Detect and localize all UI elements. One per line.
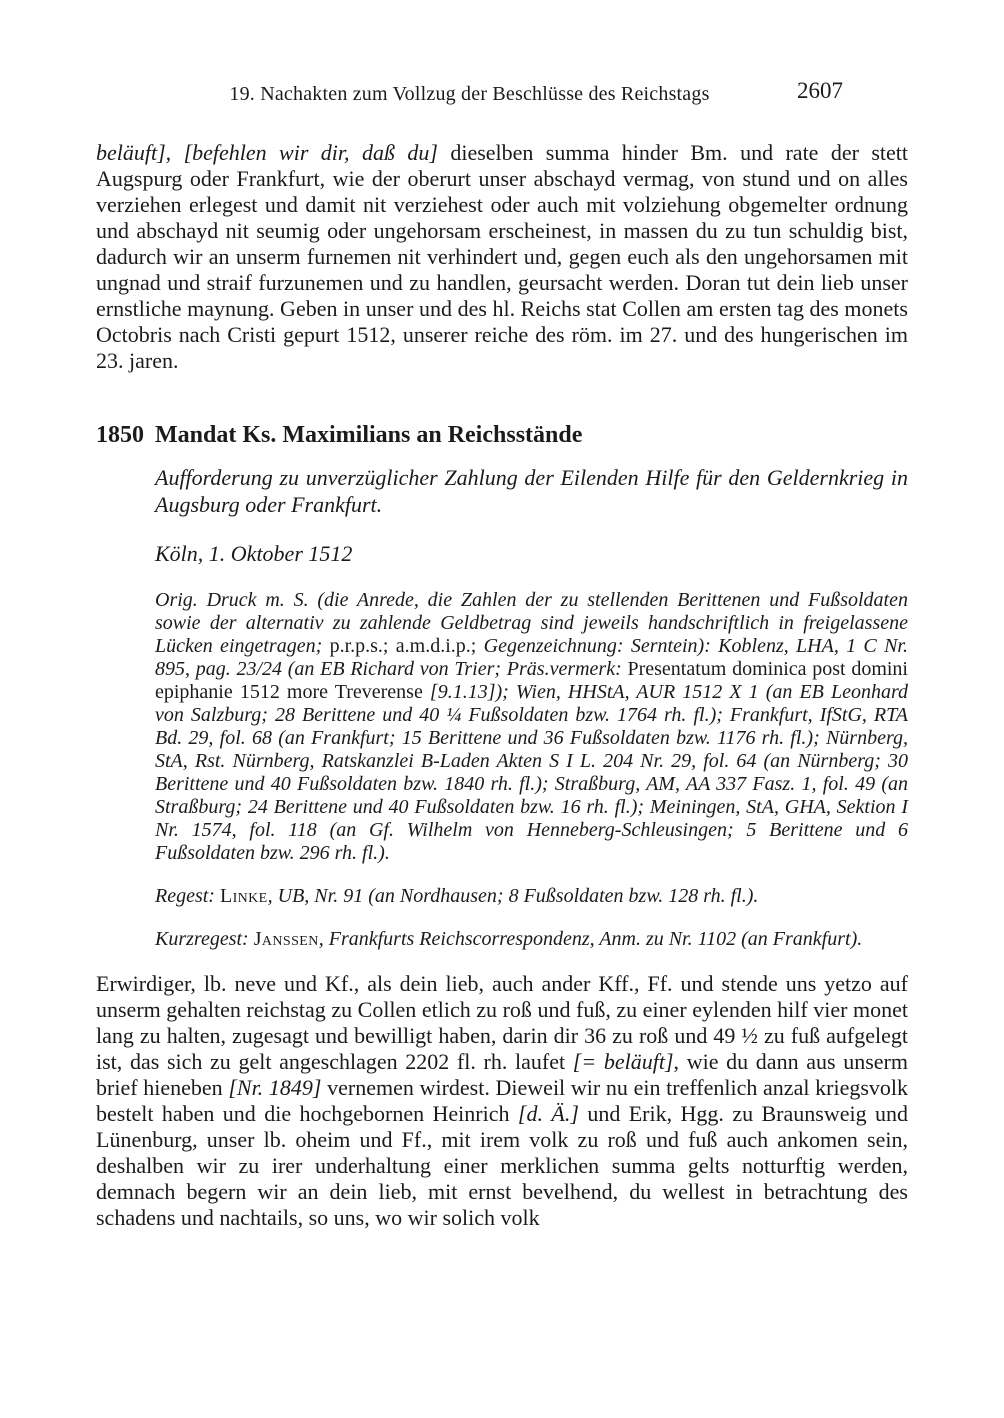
kurzregest-text: , Frankfurts Reichscorrespondenz, Anm. zu Nr. 1102 (an Frankfurt).	[318, 928, 863, 950]
provenance-segment-roman: p.r.p.s.; a.m.d.i.p.;	[329, 635, 477, 657]
document-body-paragraph	[96, 971, 908, 1231]
entry-place-date: Köln, 1. Oktober 1512	[155, 541, 353, 566]
regest-author: Linke	[219, 885, 268, 907]
running-head	[96, 78, 843, 110]
kurzregest-note	[155, 928, 908, 951]
provenance-note	[155, 589, 908, 865]
continuation-italic-lead: beläuft], [befehlen wir dir, daß du]	[96, 140, 438, 165]
provenance-segment: Gegenzeichnung: Serntein): Koblenz, LHA, 1 C Nr. 895, pag. 23/24 (an EB Richard von Trier; Präs.vermerk:	[155, 635, 908, 680]
entry-title: Mandat Ks. Maximilians an Reichsstände	[155, 422, 583, 448]
entry-summary: Aufforderung zu unverzüglicher Zahlung der Eilenden Hilfe für den Geldernkrieg in Augsburg oder Frankfurt.	[155, 465, 908, 517]
provenance-segment-roman: Presentatum dominica post domini epiphanie 1512 more Treverense	[155, 658, 908, 703]
kurzregest-label: Kurzregest:	[155, 928, 254, 950]
body-segment: Erwirdiger, lb. neve und Kf., als dein lieb, auch ander Kff., Ff. und stende uns yetzo auf unserm gehalten reichstag zu Collen etlich zu roß und fuß, zu einer eylenden hilf vier monet lang zu halten, zugesagt und bewilligt haben, darin dir 36 zu roß und 49 ½ zu fuß aufgelegt ist, das sich zu gelt angeschlagen 2202 fl. rh. laufet	[96, 971, 908, 1074]
page-number: 2607	[797, 78, 843, 103]
body-editorial-gloss: [= beläuft]	[572, 1049, 674, 1074]
text-column	[96, 118, 908, 1253]
body-segment: vernemen wirdest. Dieweil wir nu ein treffenlich anzal kriegsvolk bestelt haben und die hochgebornen Heinrich	[96, 1075, 909, 1126]
body-editorial-insertion: [d. Ä.]	[517, 1101, 579, 1126]
kurzregest-author: Janssen	[253, 928, 319, 950]
regest-note	[155, 885, 908, 908]
continuation-paragraph	[96, 140, 908, 374]
regest-label: Regest:	[155, 885, 220, 907]
body-segment: und Erik, Hgg. zu Braunsweig und Lünenburg, unser lb. oheim und Ff., mit irem volk zu roß und fuß auch ankomen sein, deshalben wir zu irer underhaltung einer merklichen summa gelts notturftig werden, demnach begern wir an dein lieb, mit ernst bevelhend, du wellest in betrachtung des schadens und nachtails, so uns, wo wir solich volk	[96, 1101, 909, 1230]
provenance-segment: [9.1.13]); Wien, HHStA, AUR 1512 X 1 (an EB Leonhard von Salzburg; 28 Berittene und 40 ¼ Fußsoldaten bzw. 1764 rh. fl.); Frankfurt, IfStG, RTA Bd. 29, fol. 68 (an Frankfurt; 15 Berittene und 36 Fußsoldaten bzw. 1176 rh. fl.); Nürnberg, StA, Rst. Nürnberg, Ratskanzlei B-Laden Akten S I L. 204 Nr. 29, fol. 64 (an Nürnberg; 30 Berittene und 40 Fußsoldaten bzw. 1840 rh. fl.); Straßburg, AM, AA 337 Fasz. 1, fol. 49 (an Straßburg; 24 Berittene und 40 Fußsoldaten bzw. 16 rh. fl.); Meiningen, StA, GHA, Sektion I Nr. 1574, fol. 118 (an Gf. Wilhelm von Henneberg-Schleusingen; 5 Berittene und 6 Fußsoldaten bzw. 296 rh. fl.).	[155, 681, 908, 864]
body-cross-reference: [Nr. 1849]	[228, 1075, 322, 1100]
regest-text: , UB, Nr. 91 (an Nordhausen; 8 Fußsoldaten bzw. 128 rh. fl.).	[267, 885, 759, 907]
entry-heading	[96, 420, 908, 450]
body-segment: , wie du dann aus unserm brief hieneben	[96, 1049, 908, 1100]
continuation-text: dieselben summa hinder Bm. und rate der stett Augspurg oder Frankfurt, wie der oberurt unser abschayd vermag, von stund und on alles verziehen erlegest und damit nit verziehest oder auch mit volziehung obgemelter ordnung und abschayd nit seumig oder ungehorsam erscheinest, in massen du zu tun schuldig bist, dadurch wir an unserm furnemen nit verhindert und, gegen euch als den ungehorsamen mit ungnad und straif furzunemen und zu handlen, geursacht werden. Doran tut dein lieb unser ernstliche maynung. Geben in unser und des hl. Reichs stat Collen am ersten tag des monets Octobris nach Cristi gepurt 1512, unserer reiche des röm. im 27. und des hungerischen im 23. jaren.	[96, 140, 909, 373]
provenance-segment: Orig. Druck m. S. (die Anrede, die Zahlen der zu stellenden Berittenen und Fußsoldaten sowie der alternativ zu zahlende Geldbetrag sind jeweils handschriftlich in freigelassene Lücken eingetragen;	[155, 589, 908, 657]
running-head-title: 19. Nachakten zum Vollzug der Beschlüsse des Reichstags	[229, 83, 710, 105]
entry-number: 1850	[96, 422, 144, 448]
